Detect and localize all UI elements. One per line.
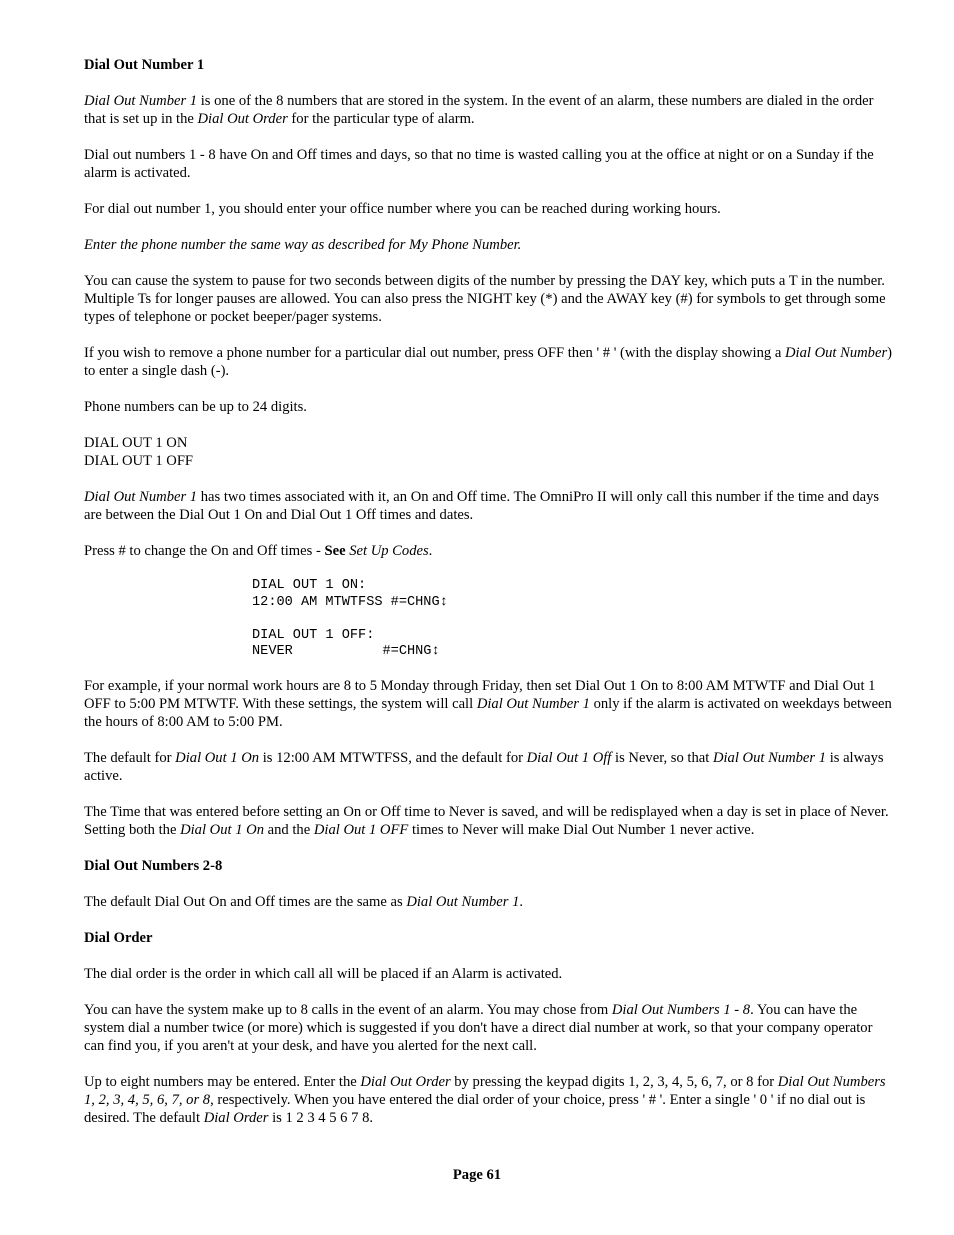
italic-term: Dial Out Number 1	[476, 696, 590, 712]
italic-term: Dial Out Number 1	[406, 894, 520, 910]
paragraph-remove-number: If you wish to remove a phone number for a particular dial out number, press OFF then ' # ' (with the display showing a Dial Out Number) to enter a single dash (-).	[84, 345, 893, 379]
italic-term: Dial Order	[203, 1110, 269, 1126]
display-dial-out-on: DIAL OUT 1 ON: 12:00 AM MTWTFSS #=CHNG↕	[252, 578, 448, 610]
document-page	[84, 56, 896, 1145]
paragraph-dial-order-def: The dial order is the order in which call all will be placed if an Alarm is activated.	[84, 966, 563, 982]
paragraph-instruction: Enter the phone number the same way as described for My Phone Number.	[84, 237, 522, 253]
setting-labels	[84, 434, 896, 470]
paragraph-intro: Dial Out Number 1 is one of the 8 numbers that are stored in the system. In the event of an alarm, these numbers are dialed in the order that is set up in the Dial Out Order for the particular type of alarm.	[84, 93, 874, 127]
italic-term: Dial Out Number	[784, 345, 888, 361]
italic-term: Dial Out Number 1	[712, 750, 827, 766]
paragraph-two-times: Dial Out Number 1 has two times associated with it, an On and Off time. The OmniPro II will only call this number if the time and days are between the Dial Out 1 On and Dial Out 1 Off times and dates.	[84, 489, 880, 523]
paragraph-up-to-8-calls: You can have the system make up to 8 calls in the event of an alarm. You may chose from Dial Out Numbers 1 - 8. You can have the system dial a number twice (or more) which is suggested if you don't have a direct dial number at work, so that your company operator can find you, if you aren't at your desk, and have you alerted for the next call.	[84, 1002, 873, 1054]
italic-term: Set Up Codes	[349, 543, 429, 559]
italic-term: Dial Out Numbers 1 - 8	[611, 1002, 751, 1018]
label-dial-out-1-on: DIAL OUT 1 ON	[84, 435, 188, 451]
italic-term: Dial Out Numbers 1, 2, 3, 4, 5, 6, 7, or 8	[84, 1074, 886, 1108]
paragraph-press-hash: Press # to change the On and Off times - See Set Up Codes.	[84, 543, 433, 559]
italic-term: Dial Out 1 Off	[526, 750, 612, 766]
paragraph-digit-limit: Phone numbers can be up to 24 digits.	[84, 399, 307, 415]
italic-term: Dial Out Order	[360, 1074, 451, 1090]
label-dial-out-1-off: DIAL OUT 1 OFF	[84, 453, 194, 469]
display-dial-out-off: DIAL OUT 1 OFF: NEVER #=CHNG↕	[252, 627, 440, 659]
heading-dial-order: Dial Order	[84, 930, 153, 946]
paragraph-enter-dial-order: Up to eight numbers may be entered. Enter the Dial Out Order by pressing the keypad digits 1, 2, 3, 4, 5, 6, 7, or 8 for Dial Out Numbers 1, 2, 3, 4, 5, 6, 7, or 8, respectively. When you have entered the dial order of your choice, press ' # '. Enter a single ' 0 ' if no dial out is desired. The default Dial Order is 1 2 3 4 5 6 7 8.	[84, 1074, 886, 1126]
paragraph-never-saved: The Time that was entered before setting an On or Off time to Never is saved, and will be redisplayed when a day is set in place of Never. Setting both the Dial Out 1 On and the Dial Out 1 OFF times to Never will make Dial Out Number 1 never active.	[84, 804, 889, 838]
page-number: Page 61	[452, 1167, 502, 1183]
italic-term: Dial Out 1 On	[175, 750, 260, 766]
paragraph-defaults: The default for Dial Out 1 On is 12:00 AM MTWTFSS, and the default for Dial Out 1 Off is Never, so that Dial Out Number 1 is always active.	[84, 750, 884, 784]
paragraph-defaults-2-8: The default Dial Out On and Off times are the same as Dial Out Number 1.	[84, 894, 524, 910]
italic-term: Dial Out 1 On	[180, 822, 264, 838]
paragraph-on-off-times: Dial out numbers 1 - 8 have On and Off times and days, so that no time is wasted calling you at the office at night or on a Sunday if the alarm is activated.	[84, 147, 874, 181]
italic-term: Dial Out 1 OFF	[313, 822, 409, 838]
italic-term: Dial Out Order	[197, 111, 288, 127]
paragraph-example: For example, if your normal work hours are 8 to 5 Monday through Friday, then set Dial Out 1 On to 8:00 AM MTWTF and Dial Out 1 OFF to 5:00 PM MTWTF. With these settings, the system will call Dial Out Number 1 only if the alarm is activated on weekdays between the hours of 8:00 AM to 5:00 PM.	[84, 678, 892, 730]
italic-term: Dial Out Number 1	[84, 489, 198, 505]
italic-term: Dial Out Number 1	[84, 93, 198, 109]
heading-dial-out-number-1: Dial Out Number 1	[84, 57, 205, 73]
paragraph-pause-digits: You can cause the system to pause for two seconds between digits of the number by pressing the DAY key, which puts a T in the number. Multiple Ts for longer pauses are allowed. You can also press the NIGHT key (*) and the AWAY key (#) for symbols to get through some types of telephone or pocket beeper/pager systems.	[84, 273, 886, 325]
heading-dial-out-numbers-2-8: Dial Out Numbers 2-8	[84, 858, 223, 874]
paragraph-office-number: For dial out number 1, you should enter your office number where you can be reached during working hours.	[84, 201, 721, 217]
bold-see: See	[324, 543, 346, 559]
